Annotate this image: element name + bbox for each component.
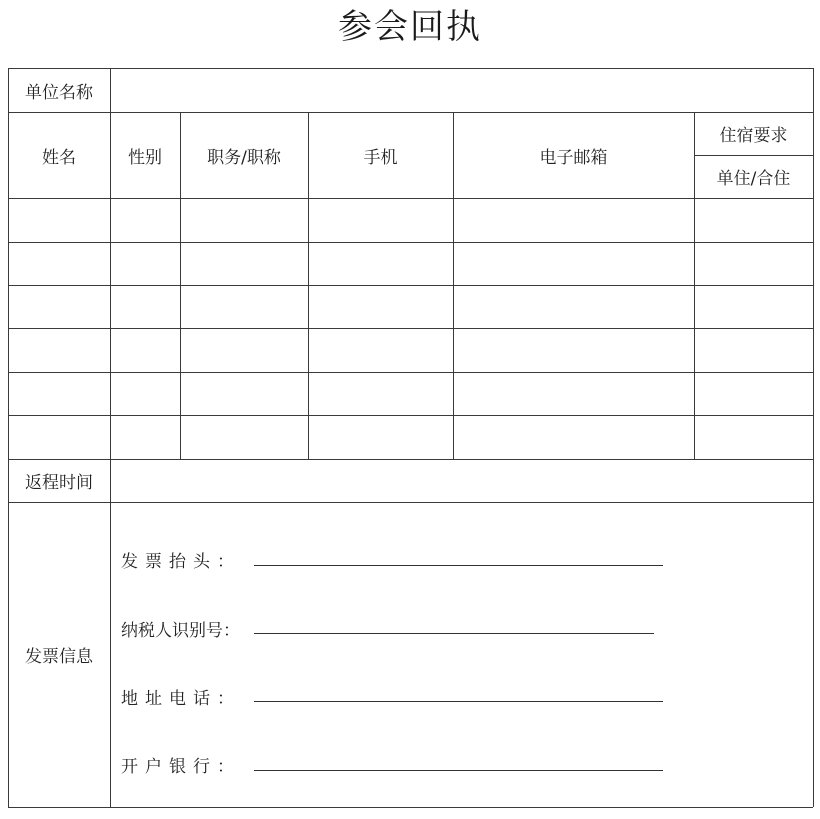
header-email: 电子邮箱 (539, 147, 608, 168)
header-position: 职务/职称 (207, 147, 281, 168)
invoice-title-label: 发票抬头： (121, 552, 241, 572)
attendee-row-6[interactable] (9, 416, 812, 458)
header-name: 姓名 (42, 147, 76, 168)
invoice-title-input-line[interactable] (254, 565, 663, 566)
header-lodging-option: 单住/合住 (716, 169, 791, 189)
return-time-field[interactable] (111, 460, 812, 501)
header-lodging: 住宿要求 (719, 126, 788, 146)
row-divider (8, 502, 813, 503)
table-border-right (813, 68, 814, 807)
attendee-row-1[interactable] (9, 199, 812, 241)
tax-id-label: 纳税人识别号： (121, 621, 240, 641)
attendee-row-4[interactable] (9, 329, 812, 371)
tax-id-input-line[interactable] (254, 633, 654, 634)
attendee-row-5[interactable] (9, 373, 812, 414)
header-mobile: 手机 (363, 147, 398, 168)
bank-input-line[interactable] (254, 770, 663, 771)
page-title: 参会回执 (338, 7, 482, 47)
bank-label: 开户银行： (121, 757, 241, 777)
header-gender: 性别 (128, 147, 162, 168)
address-phone-input-line[interactable] (254, 701, 663, 702)
return-time-label: 返程时间 (25, 473, 93, 493)
unit-name-field[interactable] (111, 69, 812, 111)
address-phone-label: 地址电话： (121, 689, 241, 709)
table-border-bottom (8, 807, 813, 808)
attendee-row-2[interactable] (9, 243, 812, 284)
attendee-row-3[interactable] (9, 286, 812, 327)
unit-name-label: 单位名称 (25, 82, 93, 103)
invoice-info-label: 发票信息 (25, 647, 93, 667)
